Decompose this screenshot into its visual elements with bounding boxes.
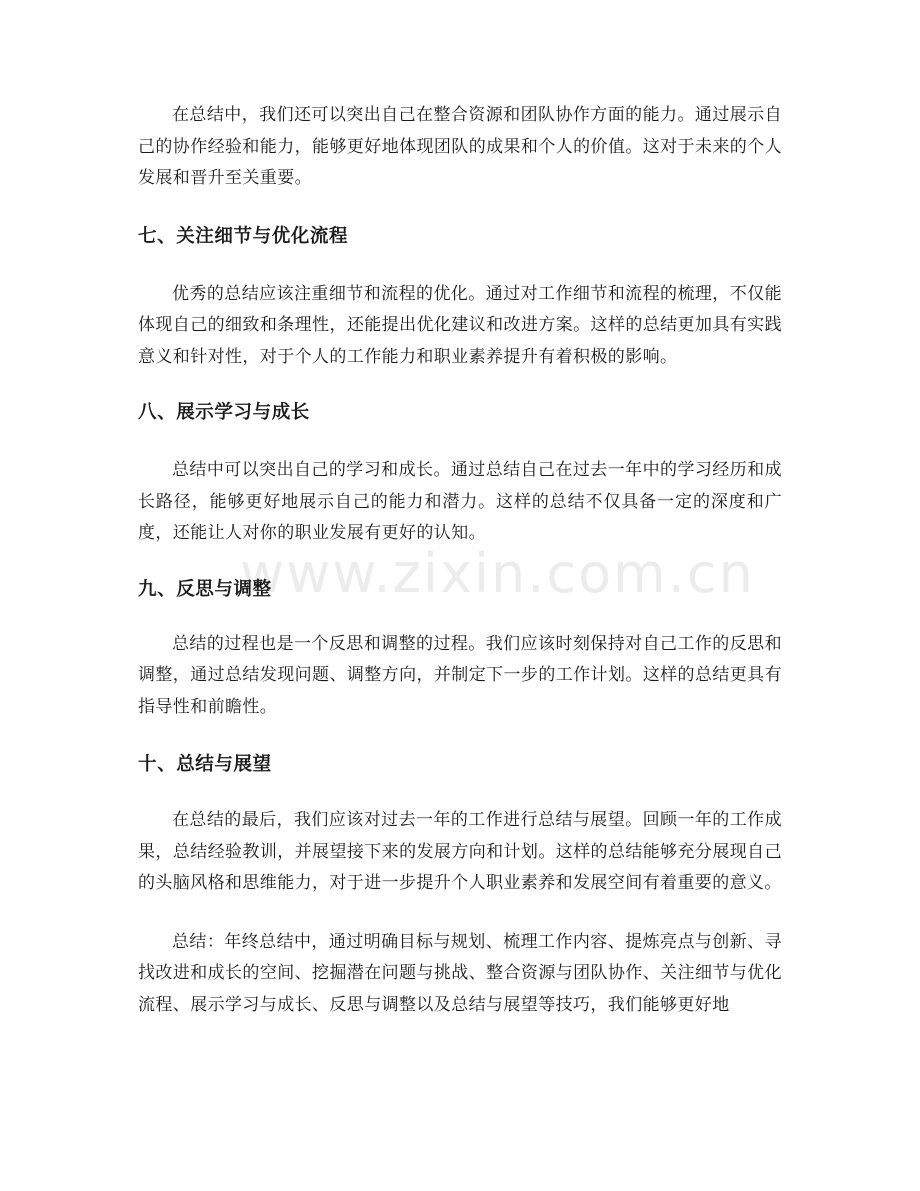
heading-section-9: 九、反思与调整 [138,578,272,600]
paragraph-intro: 在总结中，我们还可以突出自己在整合资源和团队协作方面的能力。通过展示自己的协作经验和能力，能够更好地体现团队的成果和个人的价值。这对于未来的个人发展和晋升至关重要。 [138,105,782,188]
heading-section-8: 八、展示学习与成长 [138,402,310,423]
paragraph-summary: 总结：年终总结中，通过明确目标与规划、梳理工作内容、提炼亮点与创新、寻找改进和成长的空间、挖掘潜在问题与挑战、整合资源与团队协作、关注细节与优化流程、展示学习与成长、反思与调整以及总结与展望等技巧，我们能够更好地 [138,931,782,1015]
paragraph-section-7: 优秀的总结应该注重细节和流程的优化。通过对工作细节和流程的梳理，不仅能体现自己的细致和条理性，还能提出优化建议和改进方案。这样的总结更加具有实践意义和针对性，对于个人的工作能力和职业素养提升有着积极的影响。 [138,283,782,367]
paragraph-section-9: 总结的过程也是一个反思和调整的过程。我们应该时刻保持对自己工作的反思和调整，通过总结发现问题、调整方向，并制定下一步的工作计划。这样的总结更具有指导性和前瞻性。 [138,633,782,717]
paragraph-section-10: 在总结的最后，我们应该对过去一年的工作进行总结与展望。回顾一年的工作成果，总结经验教训，并展望接下来的发展方向和计划。这样的总结能够充分展现自己的头脑风格和思维能力，对于进一步提升个人职业素养和发展空间有着重要的意义。 [138,810,782,893]
watermark: www.zixin.com.cn [240,542,755,605]
heading-section-7: 七、关注细节与优化流程 [138,225,349,247]
document-body [138,100,782,1021]
heading-section-10: 十、总结与展望 [138,754,272,775]
paragraph-section-8: 总结中可以突出自己的学习和成长。通过总结自己在过去一年中的学习经历和成长路径，能够更好地展示自己的能力和潜力。这样的总结不仅具备一定的深度和广度，还能让人对你的职业发展有更好的认知。 [138,460,782,543]
